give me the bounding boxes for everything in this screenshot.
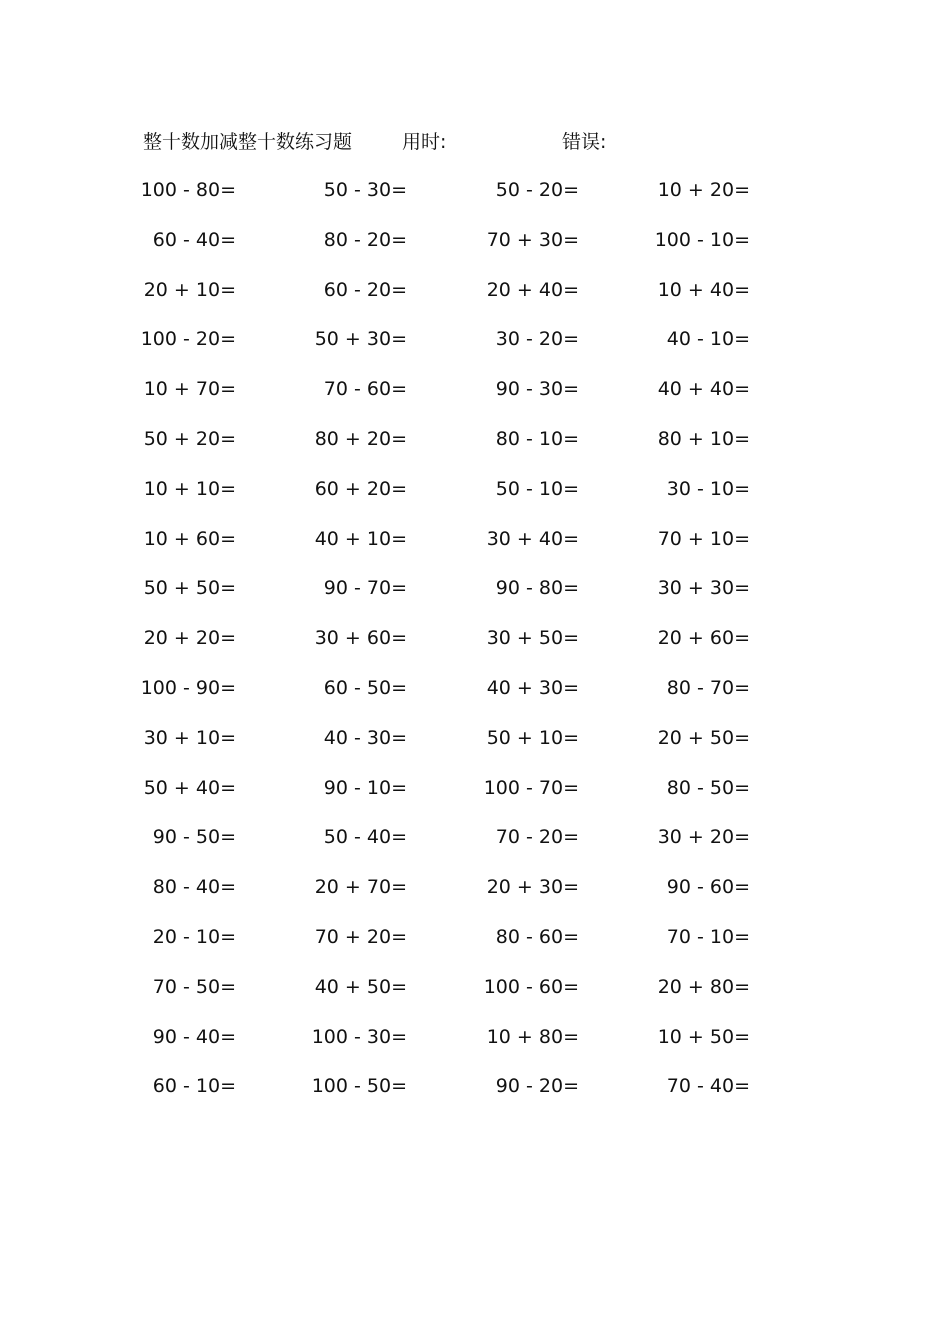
math-problem: 70 - 10= <box>666 925 750 948</box>
math-problem: 90 - 20= <box>495 1075 579 1098</box>
math-problem: 40 - 30= <box>323 726 407 749</box>
math-problem: 80 + 10= <box>657 427 750 450</box>
math-problem: 20 + 50= <box>657 726 750 749</box>
math-problem: 30 + 20= <box>657 826 750 849</box>
math-problem: 20 + 40= <box>486 278 579 301</box>
math-problem: 30 + 50= <box>486 627 579 650</box>
worksheet-title: 整十数加减整十数练习题 <box>143 131 353 153</box>
math-problem: 30 + 10= <box>143 726 236 749</box>
math-problem: 20 + 20= <box>143 627 236 650</box>
problem-row <box>0 524 950 574</box>
problem-row <box>0 623 950 673</box>
math-problem: 30 + 30= <box>657 577 750 600</box>
math-problem: 90 - 50= <box>152 826 236 849</box>
math-problem: 80 - 50= <box>666 776 750 799</box>
math-problem: 30 + 40= <box>486 527 579 550</box>
math-problem: 90 - 70= <box>323 577 407 600</box>
math-problem: 70 - 50= <box>152 975 236 998</box>
math-problem: 50 - 40= <box>323 826 407 849</box>
problem-row <box>0 872 950 922</box>
math-problem: 10 + 80= <box>486 1025 579 1048</box>
problem-row <box>0 723 950 773</box>
problem-row <box>0 225 950 275</box>
math-problem: 40 + 40= <box>657 378 750 401</box>
math-problem: 10 + 50= <box>657 1025 750 1048</box>
math-problem: 80 - 20= <box>323 228 407 251</box>
problem-row <box>0 773 950 823</box>
math-problem: 90 - 60= <box>666 876 750 899</box>
math-problem: 50 - 20= <box>495 179 579 201</box>
math-problem: 10 + 60= <box>143 527 236 550</box>
math-problem: 100 - 80= <box>140 179 236 201</box>
problem-row <box>0 275 950 325</box>
math-problem: 40 + 30= <box>486 676 579 699</box>
math-problem: 90 - 80= <box>495 577 579 600</box>
time-used-label: 用时: <box>402 131 447 153</box>
problem-row <box>0 175 950 225</box>
math-problem: 70 - 60= <box>323 378 407 401</box>
math-problem: 50 + 30= <box>314 328 407 351</box>
problem-row <box>0 573 950 623</box>
worksheet-header <box>0 128 950 156</box>
error-count-label: 错误: <box>562 131 607 153</box>
math-problem: 100 - 20= <box>140 328 236 351</box>
math-problem: 10 + 10= <box>143 477 236 500</box>
math-problem: 70 + 10= <box>657 527 750 550</box>
math-problem: 40 + 50= <box>314 975 407 998</box>
problem-row <box>0 673 950 723</box>
math-problem: 100 - 90= <box>140 676 236 699</box>
problem-row <box>0 474 950 524</box>
math-problem: 80 + 20= <box>314 427 407 450</box>
math-problem: 30 + 60= <box>314 627 407 650</box>
math-problem: 50 - 10= <box>495 477 579 500</box>
math-problem: 40 + 10= <box>314 527 407 550</box>
math-problem: 20 + 60= <box>657 627 750 650</box>
math-problem: 60 - 10= <box>152 1075 236 1098</box>
math-problem: 40 - 10= <box>666 328 750 351</box>
problem-grid <box>0 175 950 1121</box>
math-problem: 30 - 20= <box>495 328 579 351</box>
math-problem: 20 + 10= <box>143 278 236 301</box>
math-problem: 50 + 20= <box>143 427 236 450</box>
problem-row <box>0 1071 950 1121</box>
math-problem: 50 + 10= <box>486 726 579 749</box>
math-problem: 90 - 10= <box>323 776 407 799</box>
math-problem: 50 - 30= <box>323 179 407 201</box>
math-problem: 80 - 70= <box>666 676 750 699</box>
problem-row <box>0 822 950 872</box>
math-problem: 70 + 30= <box>486 228 579 251</box>
math-problem: 90 - 40= <box>152 1025 236 1048</box>
math-problem: 100 - 50= <box>311 1075 407 1098</box>
math-problem: 60 - 50= <box>323 676 407 699</box>
math-problem: 10 + 40= <box>657 278 750 301</box>
math-problem: 60 + 20= <box>314 477 407 500</box>
math-problem: 100 - 10= <box>654 228 750 251</box>
math-problem: 30 - 10= <box>666 477 750 500</box>
math-problem: 60 - 40= <box>152 228 236 251</box>
math-problem: 100 - 60= <box>483 975 579 998</box>
math-problem: 20 + 80= <box>657 975 750 998</box>
math-problem: 100 - 30= <box>311 1025 407 1048</box>
problem-row <box>0 374 950 424</box>
math-problem: 50 + 40= <box>143 776 236 799</box>
math-problem: 60 - 20= <box>323 278 407 301</box>
math-problem: 90 - 30= <box>495 378 579 401</box>
math-problem: 50 + 50= <box>143 577 236 600</box>
problem-row <box>0 324 950 374</box>
math-problem: 80 - 10= <box>495 427 579 450</box>
math-problem: 10 + 70= <box>143 378 236 401</box>
math-problem: 80 - 40= <box>152 876 236 899</box>
math-problem: 70 - 40= <box>666 1075 750 1098</box>
math-problem: 80 - 60= <box>495 925 579 948</box>
math-problem: 70 + 20= <box>314 925 407 948</box>
problem-row <box>0 972 950 1022</box>
math-problem: 70 - 20= <box>495 826 579 849</box>
math-problem: 20 - 10= <box>152 925 236 948</box>
math-problem: 20 + 70= <box>314 876 407 899</box>
problem-row <box>0 424 950 474</box>
problem-row <box>0 922 950 972</box>
math-problem: 20 + 30= <box>486 876 579 899</box>
math-problem: 100 - 70= <box>483 776 579 799</box>
problem-row <box>0 1022 950 1072</box>
math-problem: 10 + 20= <box>657 179 750 201</box>
